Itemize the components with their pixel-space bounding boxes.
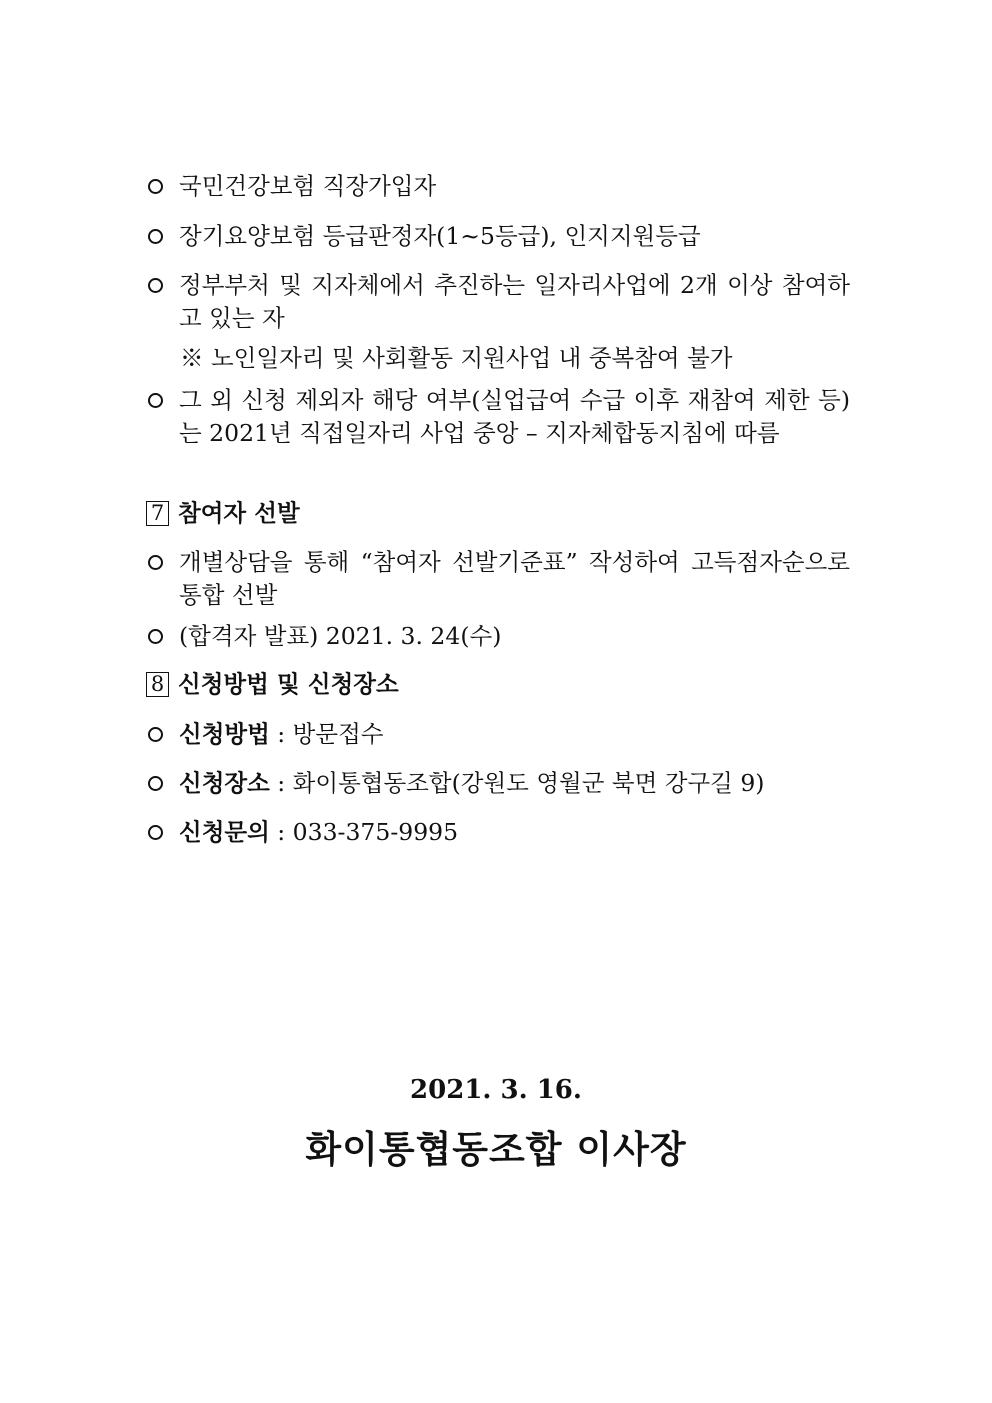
application-inquiry-phone: 033-375-9995 xyxy=(292,818,459,846)
exclusion-item-text: 정부부처 및 지자체에서 추진하는 일자리사업에 2개 이상 참여하고 있는 자 xyxy=(179,271,850,332)
section-title: 신청방법 및 신청장소 xyxy=(178,670,399,698)
application-method-value: 방문접수 xyxy=(292,720,384,748)
circle-bullet-icon xyxy=(148,629,163,644)
separator: : xyxy=(269,818,293,846)
circle-bullet-icon xyxy=(148,278,163,293)
exclusion-item-3 xyxy=(148,269,850,335)
exclusion-item-1 xyxy=(148,170,850,203)
document-date: 2021. 3. 16. xyxy=(410,1075,582,1105)
selection-item-text: 개별상담을 통해 “참여자 선발기준표” 작성하여 고득점자순으로 통합 선발 xyxy=(179,548,850,609)
circle-bullet-icon xyxy=(148,393,163,408)
selection-item-text: (합격자 발표) 2021. 3. 24(수) xyxy=(179,622,502,650)
exclusion-item-text: 그 외 신청 제외자 해당 여부(실업급여 수급 이후 재참여 제한 등)는 2021년 직접일자리 사업 중앙 – 지자체합동지침에 따름 xyxy=(179,386,850,447)
issuer-organization: 화이통협동조합 이사장 xyxy=(305,1127,687,1171)
exclusion-item-text: 국민건강보험 직장가입자 xyxy=(179,172,437,200)
application-place-value: 화이통협동조합(강원도 영월군 북면 강구길 9) xyxy=(292,769,765,797)
circle-bullet-icon xyxy=(148,825,163,840)
application-inquiry-label: 신청문의 xyxy=(179,818,270,846)
application-place-label: 신청장소 xyxy=(179,769,270,797)
exclusion-item-4 xyxy=(148,384,850,450)
section-title: 참여자 선발 xyxy=(178,499,300,527)
section-number-box: 8 xyxy=(146,672,169,697)
selection-item-1 xyxy=(148,546,850,612)
application-method-item xyxy=(148,718,850,751)
circle-bullet-icon xyxy=(148,776,163,791)
section-8-heading xyxy=(146,668,399,701)
circle-bullet-icon xyxy=(148,555,163,570)
exclusion-item-text: 장기요양보험 등급판정자(1~5등급), 인지지원등급 xyxy=(179,222,701,250)
circle-bullet-icon xyxy=(148,229,163,244)
section-7-heading xyxy=(146,497,300,530)
selection-item-2 xyxy=(148,620,850,653)
separator: : xyxy=(269,720,293,748)
application-inquiry-item xyxy=(148,816,850,849)
section-number-box: 7 xyxy=(146,501,169,526)
circle-bullet-icon xyxy=(148,179,163,194)
exclusion-note: ※ 노인일자리 및 사회활동 지원사업 내 중복참여 불가 xyxy=(180,344,733,372)
exclusion-item-2 xyxy=(148,220,850,253)
application-place-item xyxy=(148,767,850,800)
application-method-label: 신청방법 xyxy=(179,720,270,748)
separator: : xyxy=(269,769,293,797)
circle-bullet-icon xyxy=(148,727,163,742)
